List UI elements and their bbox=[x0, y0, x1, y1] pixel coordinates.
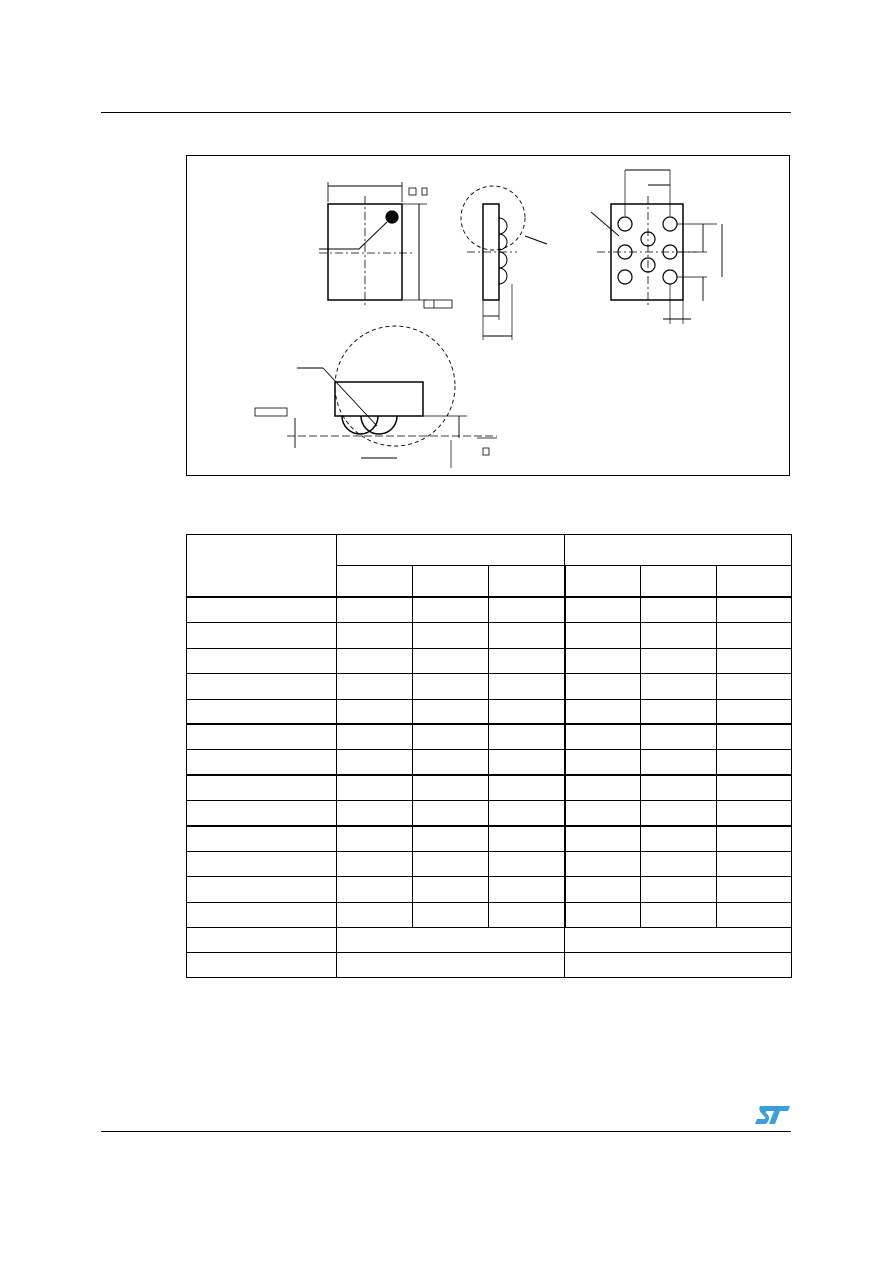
table-row bbox=[187, 674, 792, 699]
table-row bbox=[187, 826, 792, 851]
table-row bbox=[187, 902, 792, 927]
table-row bbox=[187, 953, 792, 978]
bump-detail-icon bbox=[255, 326, 497, 468]
mechanical-drawing-icon bbox=[187, 156, 791, 477]
subheader-max-mm bbox=[489, 566, 565, 597]
package-outline-drawing bbox=[186, 155, 790, 476]
subheader-min-mm bbox=[337, 566, 413, 597]
inches-header bbox=[565, 535, 792, 566]
table-row bbox=[187, 724, 792, 749]
table-row bbox=[187, 597, 792, 622]
st-logo-icon bbox=[754, 1104, 792, 1126]
table-row bbox=[187, 648, 792, 673]
top-view-icon bbox=[319, 182, 452, 308]
footer-rule bbox=[101, 1131, 791, 1132]
dimensions-table bbox=[186, 534, 792, 978]
table-row bbox=[187, 750, 792, 775]
millimeters-header bbox=[337, 535, 565, 566]
ref-header bbox=[187, 535, 337, 598]
subheader-max-in bbox=[717, 566, 792, 597]
subheader-typ-mm bbox=[413, 566, 489, 597]
table-row bbox=[187, 775, 792, 800]
bottom-view-icon bbox=[591, 170, 722, 324]
subheader-min-in bbox=[565, 566, 641, 597]
header-rule bbox=[101, 112, 791, 113]
table-row bbox=[187, 928, 792, 953]
table-row bbox=[187, 623, 792, 648]
side-view-icon bbox=[461, 186, 547, 340]
subheader-typ-in bbox=[641, 566, 717, 597]
table-row bbox=[187, 801, 792, 826]
table-row bbox=[187, 877, 792, 902]
table-row bbox=[187, 699, 792, 724]
table-row bbox=[187, 851, 792, 876]
